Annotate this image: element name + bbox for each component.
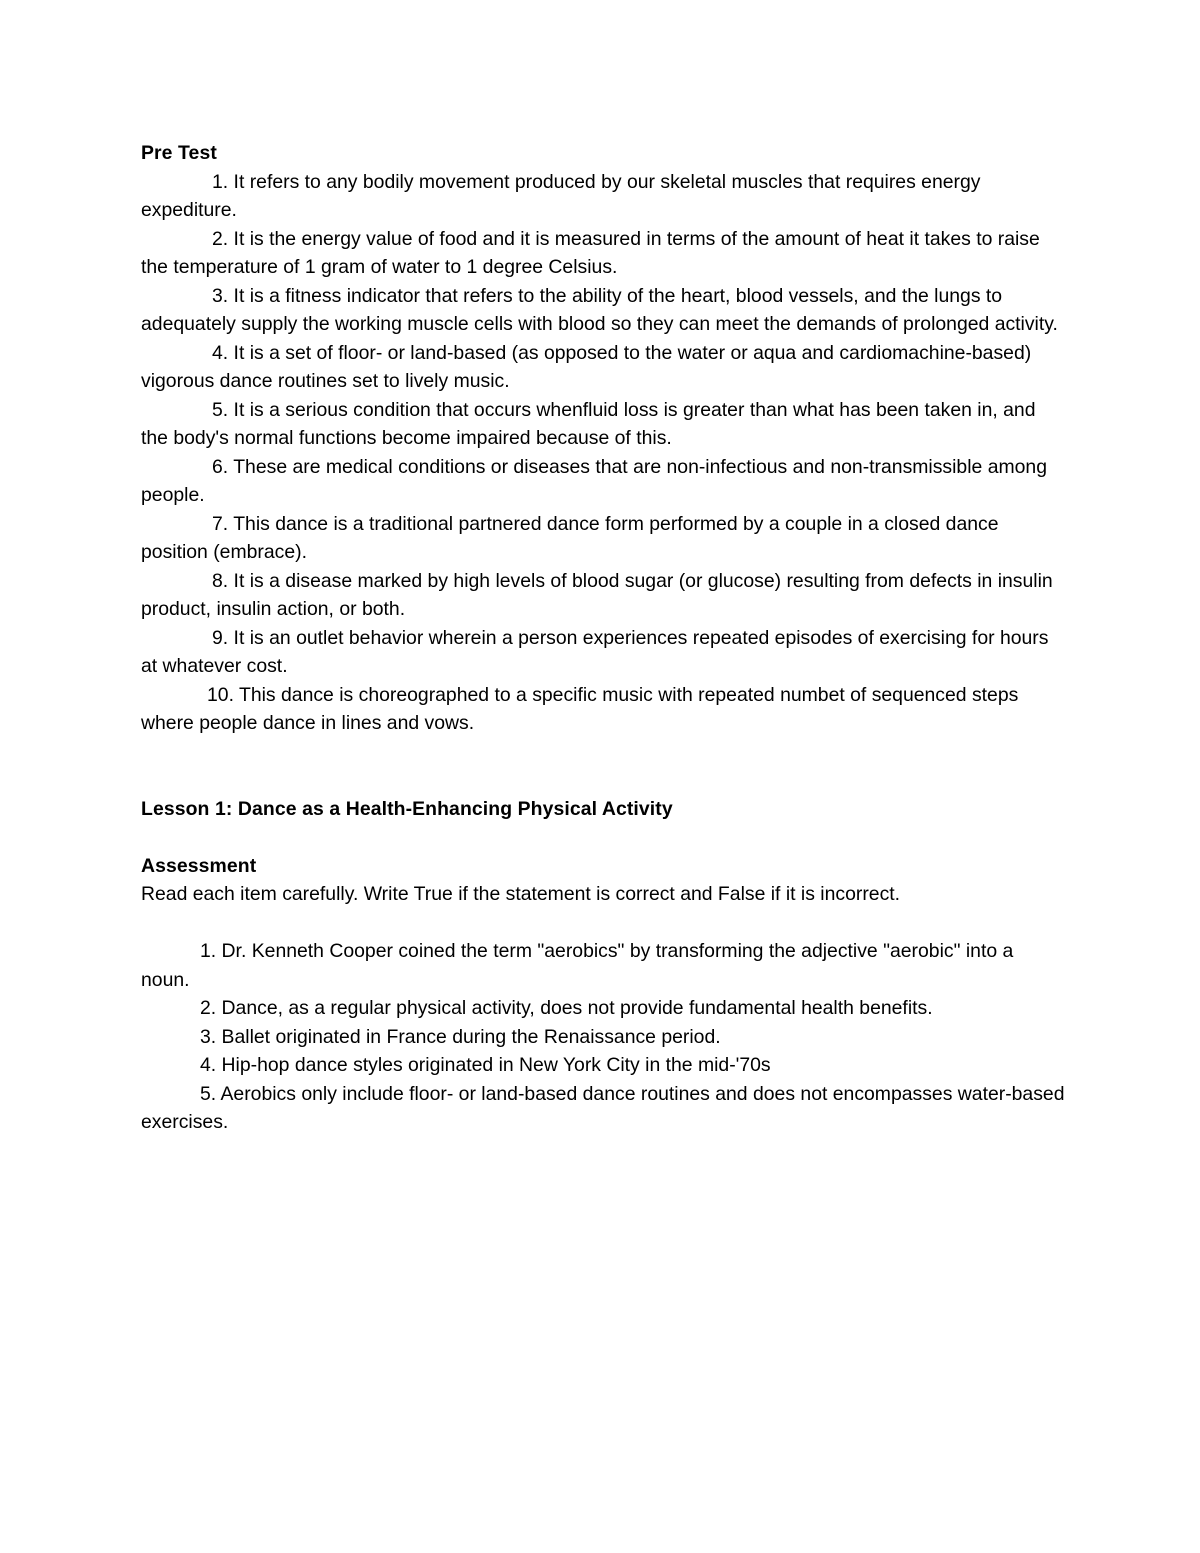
pretest-item-2: 2. It is the energy value of food and it is measured in terms of the amount of heat it takes to raise the temperature of 1 gram of water to 1 degree Celsius. [141, 227, 1040, 278]
section-spacer [141, 823, 1066, 852]
document-page [141, 139, 1066, 1137]
assessment-instructions: Read each item carefully. Write True if the statement is correct and False if it is incorrect. [141, 883, 901, 905]
assessment-item-2: 2. Dance, as a regular physical activity, does not provide fundamental health benefits. [200, 997, 933, 1019]
section-spacer [141, 909, 1066, 938]
assessment-heading: Assessment [141, 854, 257, 877]
assessment-item-4: 4. Hip-hop dance styles originated in New York City in the mid-'70s [200, 1054, 771, 1076]
pretest-item-8: 8. It is a disease marked by high levels of blood sugar (or glucose) resulting from defects in insulin product, insulin action, or both. [141, 569, 1053, 620]
pretest-item-5: 5. It is a serious condition that occurs whenfluid loss is greater than what has been taken in, and the body's normal functions become impaired because of this. [141, 398, 1036, 449]
assessment-item-1: 1. Dr. Kenneth Cooper coined the term "aerobics" by transforming the adjective "aerobic" into a noun. [141, 940, 1014, 991]
section-spacer [141, 738, 1066, 795]
pretest-item-1: 1. It refers to any bodily movement produced by our skeletal muscles that requires energy expediture. [141, 170, 981, 221]
pretest-heading: Pre Test [141, 142, 217, 164]
assessment-item-3: 3. Ballet originated in France during the Renaissance period. [200, 1025, 721, 1048]
pretest-item-4: 4. It is a set of floor- or land-based (as opposed to the water or aqua and cardiomachine-based) vigorous dance routines set to lively music. [141, 341, 1032, 392]
lesson-title: Lesson 1: Dance as a Health-Enhancing Physical Activity [141, 797, 673, 820]
pretest-item-10: 10. This dance is choreographed to a specific music with repeated numbet of sequenced steps where people dance in lines and vows. [141, 683, 1019, 734]
pretest-item-3: 3. It is a fitness indicator that refers to the ability of the heart, blood vessels, and the lungs to adequately supply the working muscle cells with blood so they can meet the demands of prolonged activity. [141, 284, 1058, 335]
pretest-item-9: 9. It is an outlet behavior wherein a person experiences repeated episodes of exercising for hours at whatever cost. [141, 626, 1049, 677]
pretest-item-7: 7. This dance is a traditional partnered dance form performed by a couple in a closed dance position (embrace). [141, 512, 999, 563]
pretest-item-6: 6. These are medical conditions or diseases that are non-infectious and non-transmissible among people. [141, 455, 1047, 506]
assessment-item-5: 5. Aerobics only include floor- or land-based dance routines and does not encompasses water-based exercises. [141, 1082, 1065, 1133]
